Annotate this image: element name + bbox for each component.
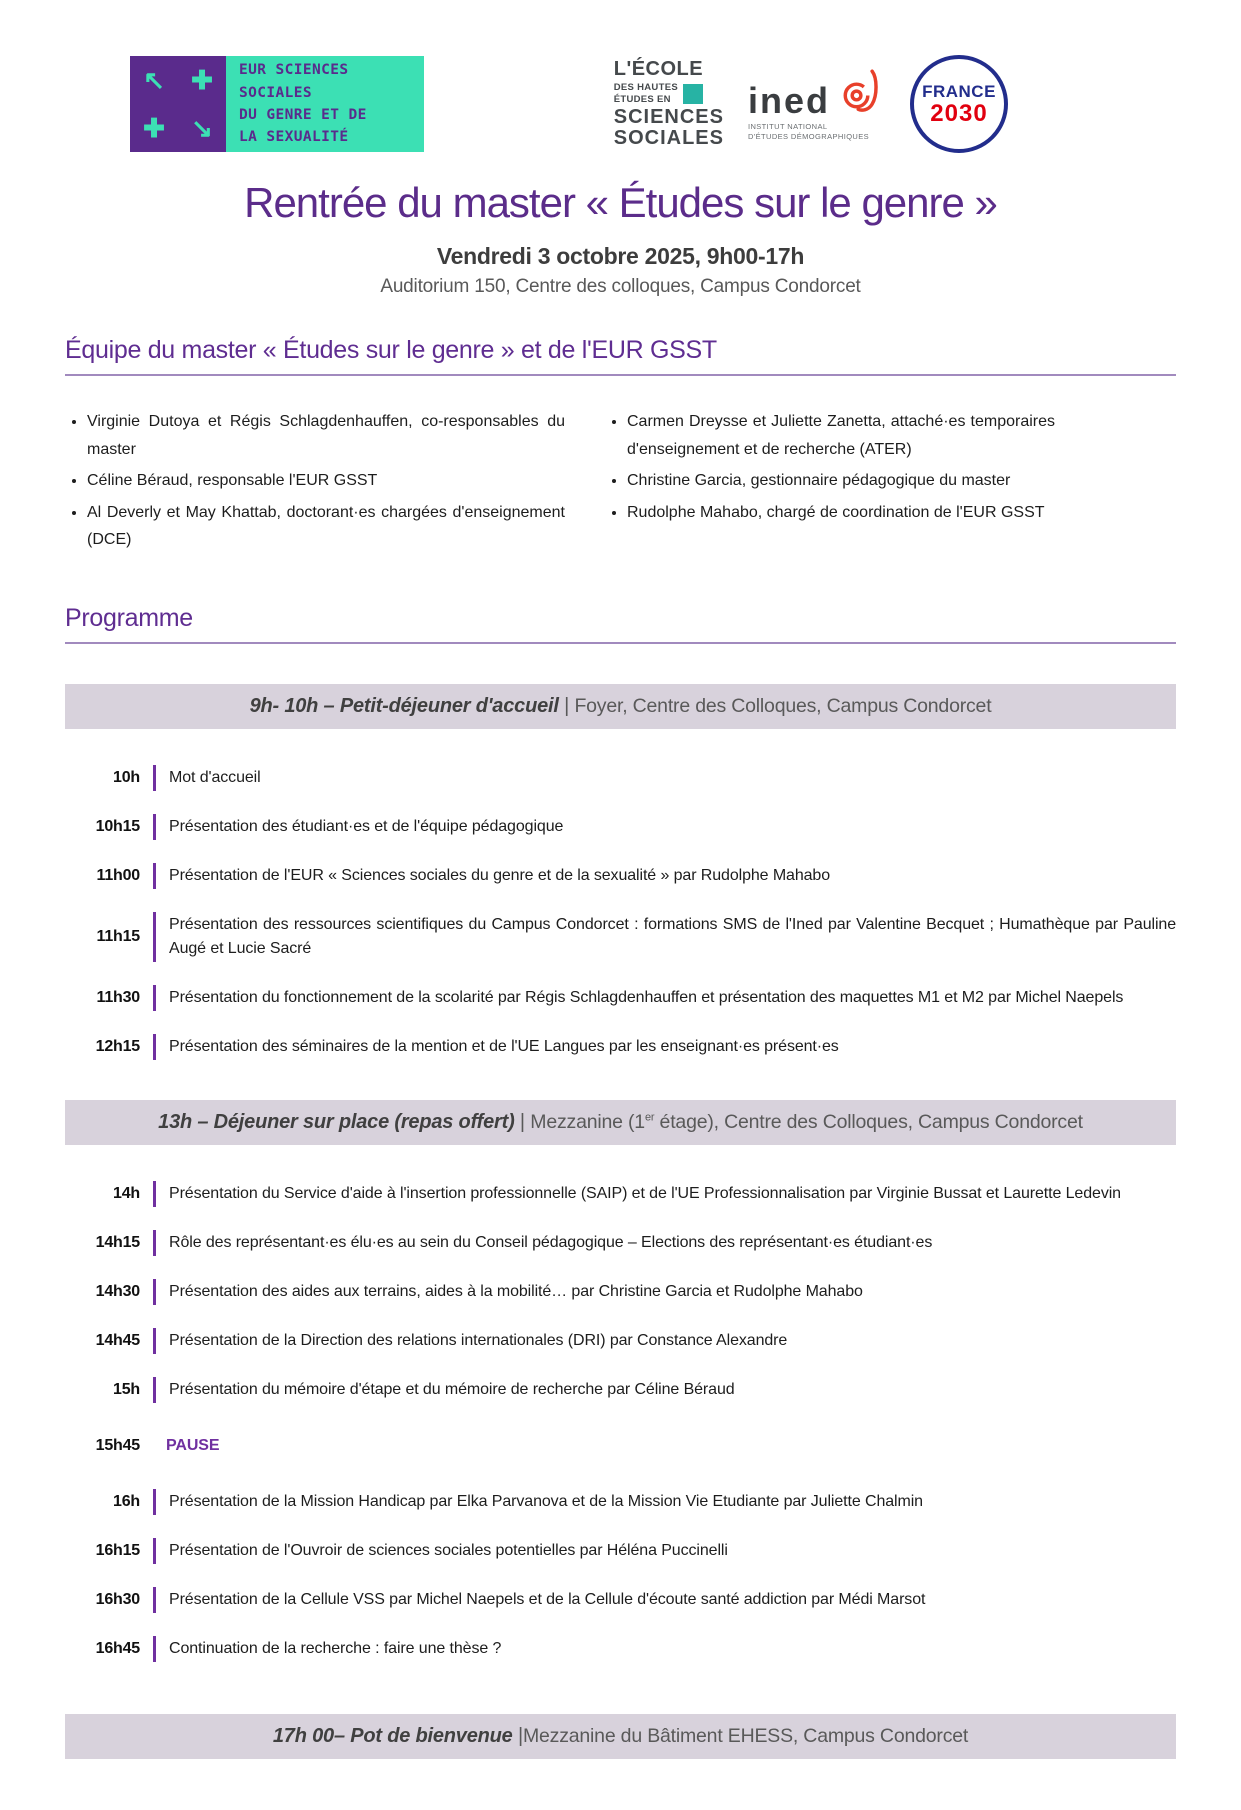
programme-description: Présentation de la Direction des relations internationales (DRI) par Constance Alexandre (153, 1328, 1176, 1354)
programme-item (65, 1538, 1176, 1564)
programme-item (65, 1181, 1176, 1207)
programme-time: 14h30 (95, 1282, 140, 1300)
partner-logos (614, 55, 1008, 153)
programme-item (65, 765, 1176, 791)
france-2030-logo (910, 55, 1008, 153)
team-section-heading: Équipe du master « Études sur le genre » et de l'EUR GSST (65, 336, 1176, 376)
banner-title: 13h – Déjeuner sur place (repas offert) (158, 1110, 515, 1133)
team-member: • Christine Garcia, gestionnaire pédagogique du master (627, 467, 1055, 495)
ehess-logo-smalltext (614, 82, 678, 106)
team-column-left (65, 408, 565, 558)
ehess-logo-line: SOCIALES (613, 127, 724, 150)
programme-pause-label: PAUSE (166, 1436, 220, 1454)
ehess-logo-line: DES HAUTES (613, 81, 678, 93)
ined-caption-line: INSTITUT NATIONAL (747, 121, 828, 131)
france-2030-year: 2030 (930, 100, 988, 127)
team-member: • Virginie Dutoya et Régis Schlagdenhauffen, co-responsables du master (87, 408, 565, 463)
banner-location-text: Foyer, Centre des Colloques, Campus Condorcet (574, 694, 992, 717)
ehess-logo-mid (614, 82, 724, 106)
programme-time: 10h (113, 768, 140, 786)
programme-banner-breakfast (65, 684, 1176, 729)
eur-logo-line: DU GENRE ET DE (239, 107, 367, 123)
programme-description: Continuation de la recherche : faire une thèse ? (153, 1636, 1176, 1662)
programme-time: 16h15 (95, 1541, 140, 1559)
programme-description: Rôle des représentant·es élu·es au sein du Conseil pédagogique – Elections des représentant·es étudiant·es (153, 1230, 1176, 1256)
ined-logo-caption (748, 122, 886, 143)
eur-logo-line: LA SEXUALITÉ (239, 129, 349, 146)
banner-location (574, 695, 991, 718)
eur-logo-line: EUR SCIENCES SOCIALES (239, 62, 349, 101)
banner-title: 17h 00– Pot de bienvenue (272, 1724, 513, 1747)
programme-time: 14h15 (95, 1233, 140, 1251)
banner-title: 9h- 10h – Petit-déjeuner d'accueil (249, 694, 559, 717)
banner-separator: | (558, 694, 575, 717)
programme-item (65, 814, 1176, 840)
ehess-logo-line: SCIENCES (613, 106, 724, 129)
page-title: Rentrée du master « Études sur le genre » (244, 179, 997, 226)
programme-time: 15h45 (95, 1436, 140, 1454)
team-column-right (605, 408, 1055, 558)
eur-logo-text (226, 56, 424, 152)
programme-description: Présentation du fonctionnement de la scolarité par Régis Schlagdenhauffen et présentation des maquettes M1 et M2 par Michel Naepels (153, 985, 1176, 1011)
programme-description: Présentation des ressources scientifiques du Campus Condorcet : formations SMS de l'Ined par Valentine Becquet ; Humathèque par Pauline Augé et Lucie Sacré (153, 912, 1176, 962)
programme-description: Présentation du mémoire d'étape et du mémoire de recherche par Céline Béraud (153, 1377, 1176, 1403)
programme-banner-welcome-drink (65, 1714, 1176, 1759)
document-body (0, 336, 1241, 1759)
event-location: Auditorium 150, Centre des colloques, Campus Condorcet (380, 276, 861, 297)
ined-spiral-icon (834, 66, 886, 118)
team-member: • Carmen Dreysse et Juliette Zanetta, attaché·es temporaires d'enseignement et de recherche (ATER) (627, 408, 1055, 463)
programme-section-heading: Programme (65, 604, 1176, 644)
programme-item (65, 1636, 1176, 1662)
ined-logo (748, 66, 886, 143)
programme-description: Présentation de l'Ouvroir de sciences sociales potentielles par Héléna Puccinelli (153, 1538, 1176, 1564)
programme-description: Présentation des étudiant·es et de l'équipe pédagogique (153, 814, 1176, 840)
banner-location-sup: er (644, 1111, 655, 1124)
programme-description: Présentation de l'EUR « Sciences sociales du genre et de la sexualité » par Rudolphe Mahabo (153, 863, 1176, 889)
programme-time: 14h (113, 1184, 140, 1202)
ined-caption-line: D'ÉTUDES DÉMOGRAPHIQUES (747, 132, 870, 141)
eur-gsst-logo (130, 56, 424, 152)
arrow-up-left-icon: ↖ (143, 65, 165, 95)
programme-banner-lunch (65, 1100, 1176, 1145)
programme-item (65, 1587, 1176, 1613)
ined-logo-top (747, 66, 886, 122)
programme-time: 10h15 (95, 817, 140, 835)
logo-strip (130, 55, 1008, 153)
programme-morning-list (65, 765, 1176, 1060)
programme-time: 11h15 (96, 927, 140, 945)
programme-item (65, 1034, 1176, 1060)
team-member: • Al Deverly et May Khattab, doctorant·es chargées d'enseignement (DCE) (87, 499, 565, 554)
programme-item (65, 985, 1176, 1011)
programme-description: Présentation du Service d'aide à l'insertion professionnelle (SAIP) et de l'UE Professionnalisation par Virginie Bussat et Laurette Ledevin (153, 1181, 1176, 1207)
programme-afternoon-list (65, 1181, 1176, 1662)
plus-icon: ✚ (191, 65, 213, 95)
france-2030-text: FRANCE (922, 82, 996, 101)
team-member: • Céline Béraud, responsable l'EUR GSST (87, 467, 565, 495)
programme-time: 11h30 (96, 988, 140, 1006)
ehess-square-icon (683, 84, 703, 104)
ehess-logo-line: L'ÉCOLE (613, 57, 704, 80)
programme-description: Présentation de la Cellule VSS par Michel Naepels et de la Cellule d'écoute santé addiction par Médi Marsot (153, 1587, 1176, 1613)
programme-item (65, 1377, 1176, 1403)
programme-item (65, 912, 1176, 962)
banner-location-text: Mezzanine (1 (530, 1110, 645, 1133)
banner-location (530, 1111, 1083, 1134)
programme-item-pause (65, 1433, 1176, 1459)
team-list-right (605, 408, 1055, 526)
banner-location-text: Mezzanine du Bâtiment EHESS, Campus Condorcet (522, 1724, 969, 1747)
programme-time: 14h45 (95, 1331, 140, 1349)
banner-location-text: étage), Centre des Colloques, Campus Condorcet (654, 1110, 1083, 1133)
programme-item (65, 1279, 1176, 1305)
banner-separator: | (514, 1110, 531, 1133)
ined-logo-name: ined (747, 80, 830, 122)
plus-icon: ✚ (143, 113, 165, 143)
team-member: • Rudolphe Mahabo, chargé de coordination de l'EUR GSST (627, 499, 1055, 527)
event-date: Vendredi 3 octobre 2025, 9h00-17h (436, 243, 805, 269)
ehess-logo-line: ÉTUDES EN (613, 93, 671, 105)
ehess-logo (614, 59, 724, 150)
programme-item (65, 863, 1176, 889)
programme-time: 15h (113, 1380, 140, 1398)
team-columns (65, 408, 1176, 558)
programme-item (65, 1230, 1176, 1256)
team-list-left (65, 408, 565, 554)
programme-time: 11h00 (96, 866, 140, 884)
programme-item (65, 1489, 1176, 1515)
programme-description: Présentation de la Mission Handicap par Elka Parvanova et de la Mission Vie Etudiante par Juliette Chalmin (153, 1489, 1176, 1515)
programme-description: Mot d'accueil (153, 765, 1176, 791)
eur-pictogram-icon (130, 56, 226, 152)
programme-item (65, 1328, 1176, 1354)
banner-location (523, 1725, 968, 1748)
programme-time: 16h (113, 1492, 140, 1510)
programme-description: Présentation des séminaires de la mention et de l'UE Langues par les enseignant·es présent·es (153, 1034, 1176, 1060)
programme-description: Présentation des aides aux terrains, aides à la mobilité… par Christine Garcia et Rudolphe Mahabo (153, 1279, 1176, 1305)
arrow-down-right-icon: ↘ (191, 113, 213, 143)
programme-time: 16h30 (95, 1590, 140, 1608)
document-page (0, 55, 1241, 1810)
programme-time: 12h15 (95, 1037, 140, 1055)
banner-separator: | (512, 1724, 523, 1747)
programme-time: 16h45 (95, 1639, 140, 1657)
